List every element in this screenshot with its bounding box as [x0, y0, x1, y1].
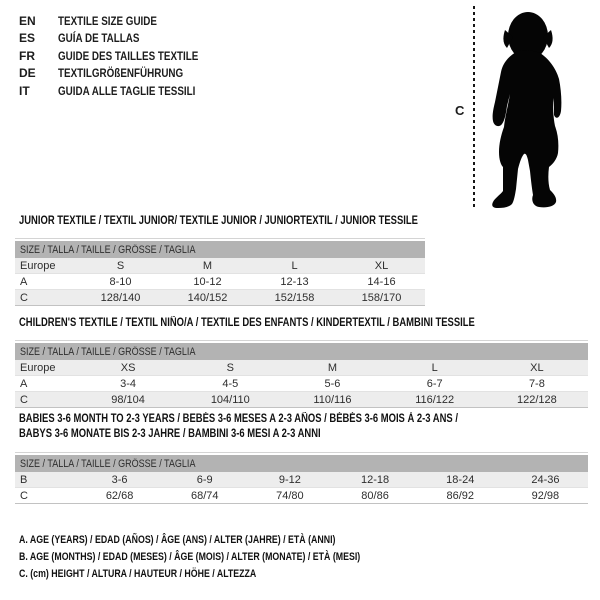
- footnote-b: B. AGE (MONTHS) / EDAD (MESES) / ÂGE (MOIS) / ALTER (MONATE) / ETÀ (MESI): [19, 551, 361, 563]
- row-label: C: [20, 393, 28, 406]
- footnotes: [19, 534, 446, 585]
- language-row: [19, 47, 229, 65]
- height-measure-dashed-line: [473, 6, 475, 208]
- language-code: EN: [19, 13, 36, 28]
- table-cell: 116/122: [415, 393, 455, 406]
- size-header-bar: SIZE / TALLA / TAILLE / GRÖSSE / TAGLIA: [15, 241, 425, 258]
- table-cell: 158/170: [361, 291, 402, 304]
- height-measure-label: C: [455, 103, 465, 118]
- row-label: A: [20, 275, 28, 288]
- row-label: C: [20, 489, 28, 502]
- row-label: A: [20, 377, 28, 390]
- language-code: DE: [19, 66, 36, 81]
- silhouette-body: [492, 50, 561, 208]
- table-cell: 140/152: [187, 291, 228, 304]
- language-row: [19, 82, 229, 100]
- table-cell: 74/80: [276, 489, 304, 502]
- table-cell: 68/74: [190, 489, 219, 502]
- language-code: ES: [19, 31, 36, 46]
- table-cell: 7-8: [528, 377, 545, 390]
- table-cell: M: [202, 259, 213, 272]
- table-cell: 3-4: [120, 377, 137, 390]
- language-list: [19, 12, 229, 100]
- language-code: FR: [19, 48, 35, 63]
- table-cell: 14-16: [367, 275, 396, 288]
- table-row: [15, 488, 588, 504]
- children-table-title: CHILDREN'S TEXTILE / TEXTIL NIÑO/A / TEXTILE DES ENFANTS / KINDERTEXTIL / BAMBINI TESSILE: [19, 317, 475, 329]
- language-code: IT: [19, 83, 30, 98]
- table-cell: 3-6: [111, 473, 128, 486]
- table-cell: 6-9: [196, 473, 213, 486]
- table-cell: 6-7: [426, 377, 443, 390]
- table-cell: 8-10: [109, 275, 132, 288]
- table-row: [15, 376, 588, 392]
- language-row: [19, 12, 229, 30]
- table-cell: 98/104: [111, 393, 145, 406]
- table-cell: 110/116: [313, 393, 352, 406]
- table-cell: XL: [374, 259, 389, 272]
- table-cell: S: [226, 361, 234, 374]
- table-cell: 80/86: [361, 489, 389, 502]
- table-cell: L: [291, 259, 298, 272]
- table-row: [15, 392, 588, 408]
- table-cell: 24-36: [531, 473, 560, 486]
- table-cell: 9-12: [278, 473, 301, 486]
- language-title: TEXTILE SIZE GUIDE: [58, 13, 157, 28]
- table-cell: 92/98: [531, 489, 560, 502]
- language-title: GUIDA ALLE TAGLIE TESSILI: [58, 83, 196, 98]
- language-row: [19, 65, 229, 83]
- footnote-c: C. (cm) HEIGHT / ALTURA / HAUTEUR / HÖHE / ALTEZZA: [19, 568, 257, 580]
- table-cell: 62/68: [105, 489, 134, 502]
- language-title: GUIDE DES TAILLES TEXTILE: [58, 48, 199, 63]
- row-label: B: [20, 473, 28, 486]
- table-cell: 122/128: [517, 393, 557, 406]
- babies-size-table: [15, 452, 588, 504]
- row-label: C: [20, 291, 28, 304]
- language-row: [19, 30, 229, 48]
- table-row: [15, 472, 588, 488]
- table-cell: 152/158: [274, 291, 315, 304]
- table-row: [15, 290, 425, 306]
- table-row: [15, 360, 588, 376]
- size-header-bar: SIZE / TALLA / TAILLE / GRÖSSE / TAGLIA: [15, 343, 588, 360]
- size-header-bar: SIZE / TALLA / TAILLE / GRÖSSE / TAGLIA: [15, 455, 588, 472]
- table-cell: 128/140: [100, 291, 141, 304]
- table-cell: 12-13: [280, 275, 309, 288]
- table-body: [15, 472, 588, 504]
- table-row: [15, 258, 425, 274]
- table-cell: 10-12: [193, 275, 222, 288]
- table-cell: S: [116, 259, 125, 272]
- table-cell: 5-6: [324, 377, 341, 390]
- table-cell: 4-5: [222, 377, 239, 390]
- footnote-a: A. AGE (YEARS) / EDAD (AÑOS) / ÂGE (ANS) / ALTER (JAHRE) / ETÀ (ANNI): [19, 534, 336, 546]
- row-label: Europe: [20, 361, 56, 374]
- table-body: [15, 258, 425, 306]
- table-cell: 86/92: [446, 489, 474, 502]
- row-label: Europe: [20, 259, 56, 272]
- table-cell: L: [431, 361, 438, 374]
- table-cell: 18-24: [446, 473, 475, 486]
- table-cell: 104/110: [210, 393, 250, 406]
- children-size-table: [15, 340, 588, 408]
- junior-table-title: JUNIOR TEXTILE / TEXTIL JUNIOR/ TEXTILE JUNIOR / JUNIORTEXTIL / JUNIOR TESSILE: [19, 215, 418, 227]
- table-cell: XS: [120, 361, 136, 374]
- table-cell: XL: [530, 361, 544, 374]
- table-cell: 12-18: [361, 473, 390, 486]
- table-cell: M: [327, 361, 338, 374]
- babies-table-title: BABIES 3-6 MONTH TO 2-3 YEARS / BEBÉS 3-6 MESES A 2-3 AÑOS / BÉBÉS 3-6 MOIS À 2-3 ANS / BABYS 3-6 MONATE BIS 2-3 JAHRE / BAMBINI 3-6 MESI A 2-3 ANNI: [19, 413, 458, 440]
- table-body: [15, 360, 588, 408]
- junior-size-table: [15, 238, 425, 306]
- language-title: GUÍA DE TALLAS: [58, 31, 140, 46]
- table-row: [15, 274, 425, 290]
- language-title: TEXTILGRÖßENFÜHRUNG: [58, 66, 184, 81]
- toddler-silhouette-image: [489, 9, 571, 209]
